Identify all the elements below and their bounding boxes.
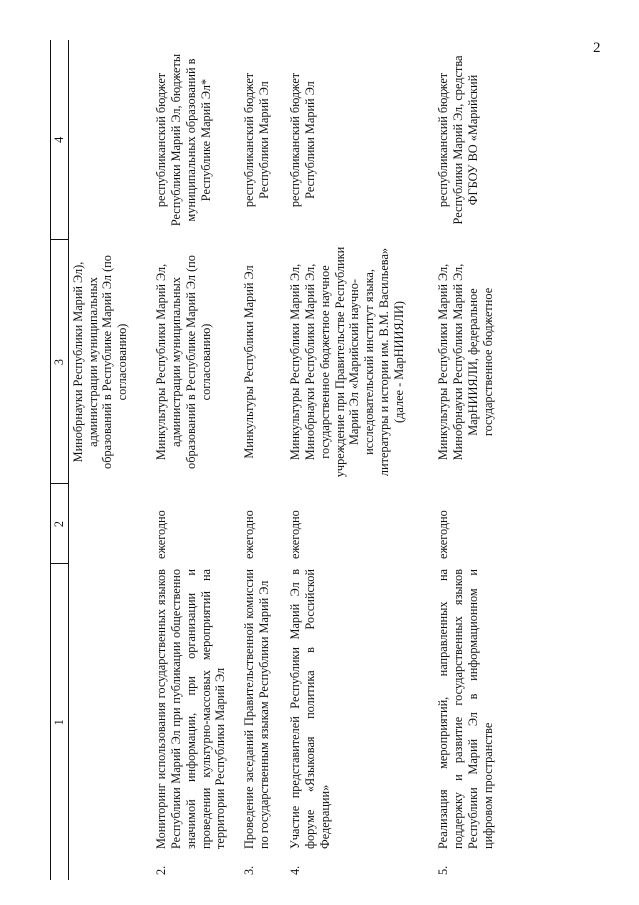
funding-cell: [68, 40, 148, 240]
funding-cell: республиканский бюджет Республики Марий Эл: [288, 72, 317, 208]
funding-cell: республиканский бюджет Республики Марий Эл: [242, 72, 271, 208]
term-cell: ежегодно: [288, 510, 303, 559]
event-cell: Мониторинг использования государственных языков Республики Марий Эл при публикации общественно значимой информации, при организации и проведении культурно-массовых мероприятий на территории Республики Марий Эл: [154, 569, 228, 849]
table-row: [148, 40, 236, 880]
table-row: [282, 40, 430, 880]
header-col-3: 3: [51, 240, 69, 484]
executor-cell: Минкультуры Республики Марий Эл: [242, 265, 257, 459]
term-cell: [68, 484, 148, 564]
event-cell: Участие представителей Республики Марий Эл в форуме «Языковая политика в Российской Федерации»: [288, 569, 332, 849]
header-col-4: 4: [51, 40, 69, 240]
term-cell: ежегодно: [154, 510, 169, 559]
funding-cell: республиканский бюджет Республики Марий Эл, бюджеты муниципальных образований в Республике Марий Эл*: [154, 53, 213, 227]
executor-cell: Минкультуры Республики Марий Эл, Минобрнауки Республики Марий Эл, государственное бюджетное научное учреждение при Правительстве Республики Марий Эл «Марийский научно-исследовательский институт языка, литературы и истории им. В.М. Васильева» (далее - МарНИИЯЛИ): [288, 246, 406, 478]
rotated-landscape-page: [50, 40, 590, 880]
event-cell: [68, 564, 148, 854]
row-number: 2.: [154, 865, 169, 875]
page-number: 2: [593, 40, 601, 56]
table-row: [430, 40, 510, 880]
table-row: [68, 40, 148, 880]
event-cell: Реализация мероприятий, направленных на поддержку и развитие государственных языков Республики Марий Эл в информационном и цифровом пространстве: [436, 569, 495, 849]
row-number: [68, 854, 148, 880]
row-number: 3.: [242, 865, 257, 875]
executor-cell: Минкультуры Республики Марий Эл, Минобрнауки Республики Марий Эл, МарНИИЯЛИ, федеральное государственное бюджетное: [436, 263, 495, 461]
term-cell: ежегодно: [242, 510, 257, 559]
row-number: 5.: [436, 865, 451, 875]
events-table: [50, 40, 510, 880]
term-cell: ежегодно: [436, 510, 451, 559]
funding-cell: республиканский бюджет Республики Марий Эл, средства ФГБОУ ВО «Марийский: [436, 55, 480, 225]
executor-cell: Минкультуры Республики Марий Эл, администрации муниципальных образований в Республике Марий Эл (по согласованию): [154, 255, 213, 469]
event-cell: Проведение заседаний Правительственной комиссии по государственным языкам Республики Марий Эл: [242, 569, 271, 849]
header-row: [51, 40, 69, 880]
header-col-1: 1: [51, 564, 69, 880]
table-row: [236, 40, 282, 880]
executor-cell: Минобрнауки Республики Марий Эл), администрации муниципальных образований в Республике Марий Эл (по согласованию): [70, 255, 129, 469]
row-number: 4.: [288, 865, 303, 875]
header-col-2: 2: [51, 484, 69, 564]
